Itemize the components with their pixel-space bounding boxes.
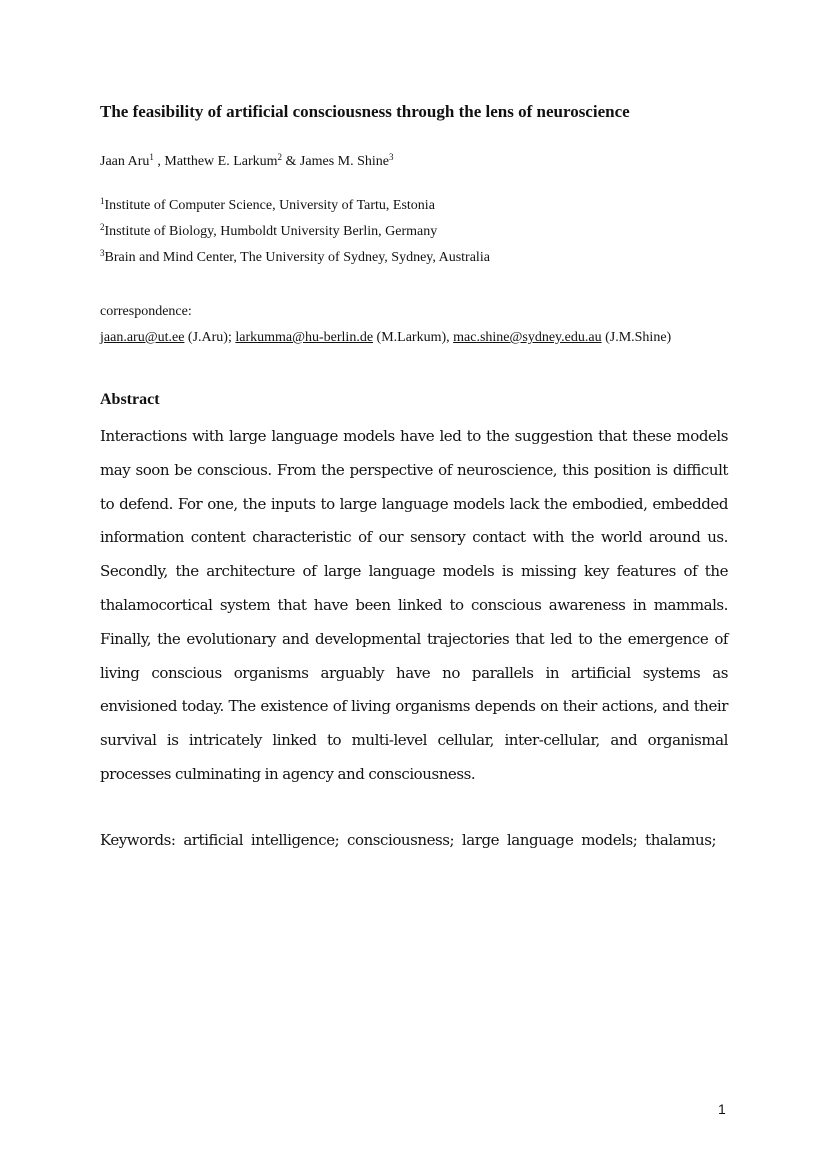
correspondence-contacts: [100, 330, 671, 346]
abstract-heading: Abstract: [100, 391, 160, 408]
contact-name: (J.M.Shine): [601, 330, 672, 345]
correspondence-label: correspondence:: [100, 304, 192, 319]
affiliation-number: 3: [100, 248, 105, 258]
author-name: Jaan Aru: [100, 154, 150, 169]
affiliation-marker: 2: [277, 152, 283, 162]
affiliation-line: [100, 224, 437, 240]
abstract-body: Interactions with large language models have led to the suggestion that these models may soon be conscious. From the perspective of neuroscience, this position is difficult to defend. For one, the inputs to large language models lack the embodied, embedded information content characteristic of our sensory contact with the world around us. Secondly, the architecture of large language models is missing key features of the thalamocortical system that have been linked to conscious awareness in mammals. Finally, the evolutionary and developmental trajectories that led to the emergence of living conscious organisms arguably have no parallels in artificial systems as envisioned today. The existence of living organisms depends on their actions, and their survival is intricately linked to multi-level cellular, inter-cellular, and organismal processes culminating in agency and consciousness.: [100, 427, 728, 783]
affiliation-number: 1: [100, 196, 105, 206]
email-link[interactable]: larkumma@hu-berlin.de: [235, 330, 374, 345]
affiliation-text: Brain and Mind Center, The University of Sydney, Sydney, Australia: [104, 250, 490, 265]
author-list: [100, 154, 393, 170]
keywords-line: Keywords: artificial intelligence; consciousness; large language models; thalamus;: [100, 831, 717, 849]
email-link[interactable]: mac.shine@sydney.edu.au: [453, 330, 602, 345]
author-name: Matthew E. Larkum: [164, 154, 278, 169]
affiliation-text: Institute of Computer Science, University of Tartu, Estonia: [104, 198, 435, 213]
affiliation-line: [100, 198, 435, 214]
author-separator: &: [282, 154, 300, 169]
affiliation-text: Institute of Biology, Humboldt University Berlin, Germany: [104, 224, 438, 239]
author-name: James M. Shine: [299, 154, 389, 169]
affiliation-marker: 1: [149, 152, 154, 162]
page-number: 1: [718, 1101, 726, 1117]
affiliation-marker: 3: [388, 152, 394, 162]
contact-name: (M.Larkum),: [373, 330, 454, 345]
paper-title: The feasibility of artificial consciousness through the lens of neuroscience: [100, 102, 630, 121]
author-separator: ,: [153, 154, 165, 169]
contact-name: (J.Aru);: [184, 330, 236, 345]
email-link[interactable]: jaan.aru@ut.ee: [100, 330, 185, 345]
affiliation-line: [100, 250, 490, 266]
affiliation-number: 2: [100, 222, 105, 232]
